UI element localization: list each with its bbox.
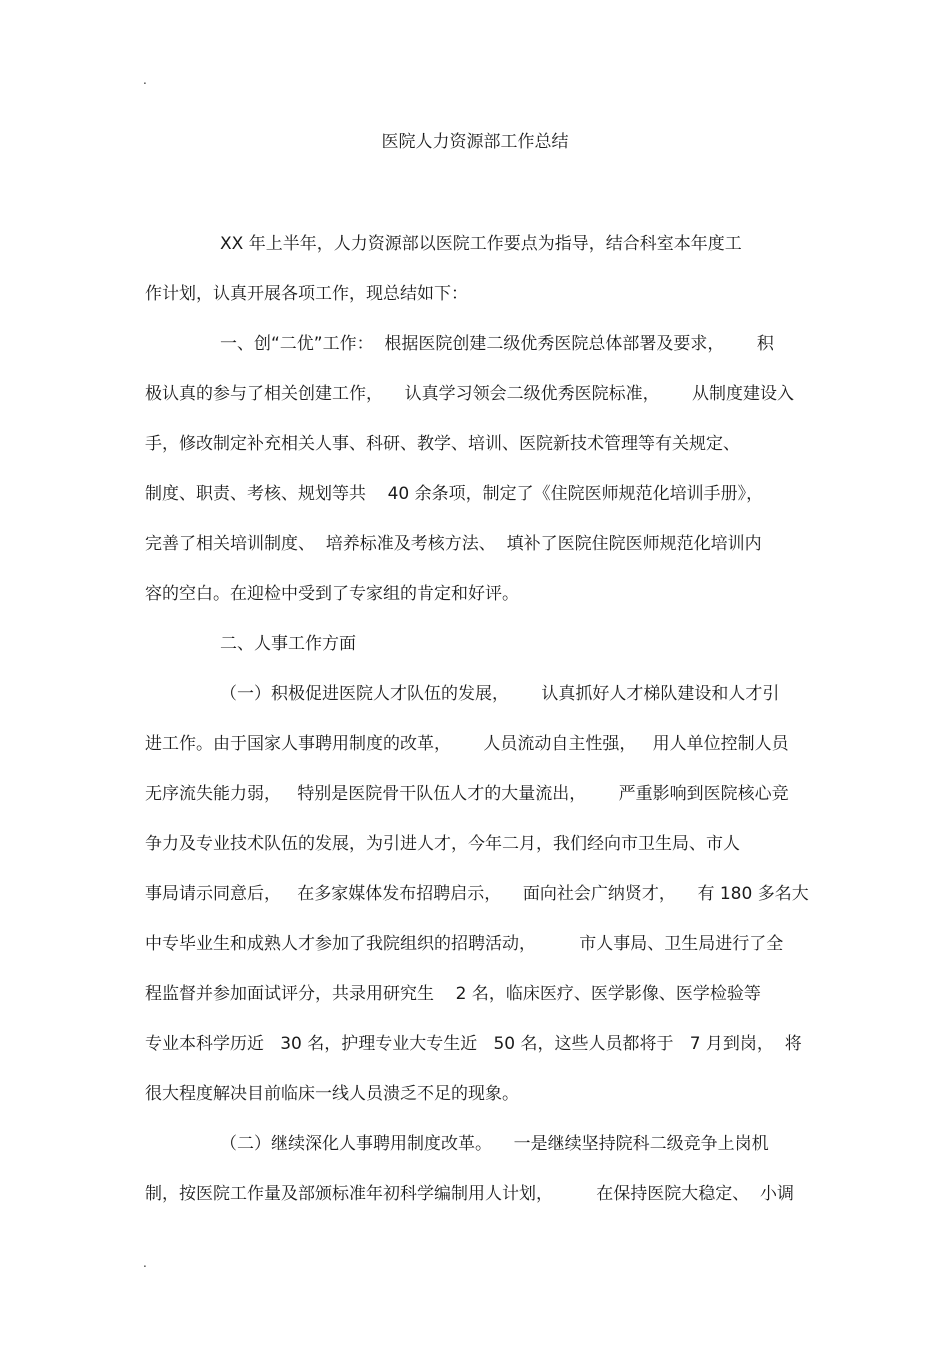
text-line: 程监督并参加面试评分，共录用研究生 2 名，临床医疗、医学影像、医学检验等 bbox=[145, 984, 761, 1004]
text-line: （一）积极促进医院人才队伍的发展， 认真抓好人才梯队建设和人才引 bbox=[220, 684, 780, 704]
text-line: 无序流失能力弱， 特别是医院骨干队伍人才的大量流出， 严重影响到医院核心竞 bbox=[145, 784, 789, 804]
header-mark: . bbox=[143, 73, 147, 87]
text-line: 很大程度解决目前临床一线人员溃乏不足的现象。 bbox=[145, 1084, 519, 1104]
text-line: 进工作。由于国家人事聘用制度的改革， 人员流动自主性强， 用人单位控制人员 bbox=[145, 734, 789, 754]
footer-mark: . bbox=[143, 1256, 147, 1270]
text-line: 手，修改制定补充相关人事、科研、教学、培训、医院新技术管理等有关规定、 bbox=[145, 434, 740, 454]
section-heading: 二、人事工作方面 bbox=[220, 634, 356, 654]
text-line: 争力及专业技术队伍的发展，为引进人才，今年二月，我们经向市卫生局、市人 bbox=[145, 834, 740, 854]
text-line: （二）继续深化人事聘用制度改革。 一是继续坚持院科二级竞争上岗机 bbox=[220, 1134, 769, 1154]
text-line: 极认真的参与了相关创建工作， 认真学习领会二级优秀医院标准， 从制度建设入 bbox=[145, 384, 795, 404]
text-line: 中专毕业生和成熟人才参加了我院组织的招聘活动， 市人事局、卫生局进行了全 bbox=[145, 934, 784, 954]
text-line: 制度、职责、考核、规划等共 40 余条项，制定了《住院医师规范化培训手册》， bbox=[145, 484, 764, 504]
document-title: 医院人力资源部工作总结 bbox=[381, 132, 569, 152]
text-line: 作计划，认真开展各项工作，现总结如下： bbox=[145, 284, 468, 304]
text-line: 事局请示同意后， 在多家媒体发布招聘启示， 面向社会广纳贤才， 有 180 多名大 bbox=[145, 884, 809, 904]
text-line: 制，按医院工作量及部颁标准年初科学编制用人计划， 在保持医院大稳定、 小调 bbox=[145, 1184, 795, 1204]
text-line: 一、创“二优”工作： 根据医院创建二级优秀医院总体部署及要求， 积 bbox=[220, 334, 774, 354]
text-line: 专业本科学历近 30 名，护理专业大专生近 50 名，这些人员都将于 7 月到岗， 将 bbox=[145, 1034, 802, 1054]
text-line: 容的空白。在迎检中受到了专家组的肯定和好评。 bbox=[145, 584, 519, 604]
text-line: XX 年上半年，人力资源部以医院工作要点为指导，结合科室本年度工 bbox=[220, 234, 742, 254]
text-line: 完善了相关培训制度、 培养标准及考核方法、 填补了医院住院医师规范化培训内 bbox=[145, 534, 762, 554]
